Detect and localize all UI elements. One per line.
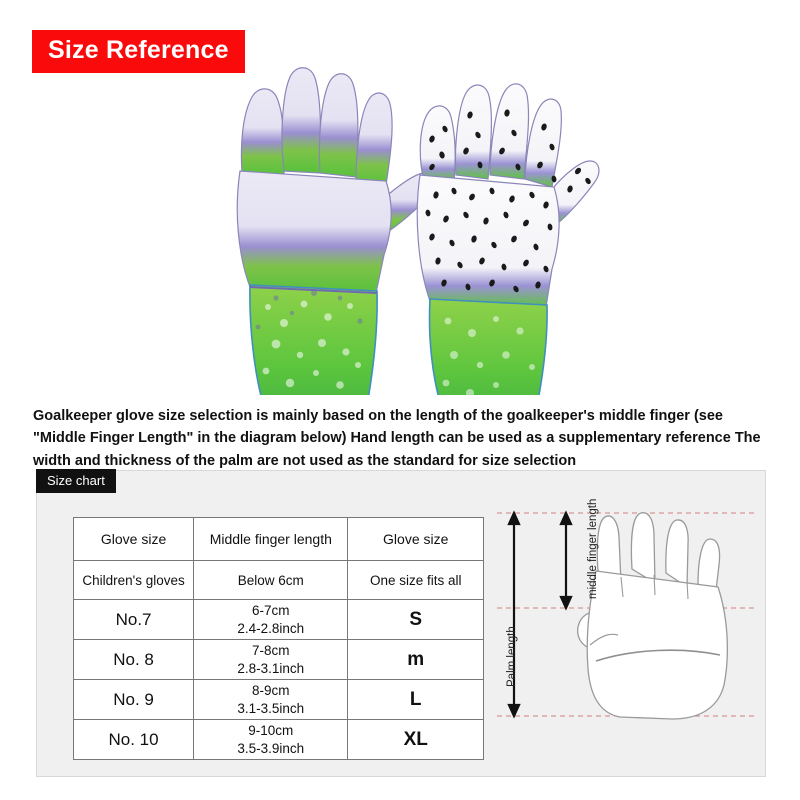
table-header-row bbox=[74, 518, 484, 561]
row-size: No. 10 bbox=[74, 720, 194, 760]
row-length-cm: 7-8cm bbox=[252, 642, 290, 658]
table-row bbox=[74, 720, 484, 760]
row-length bbox=[194, 720, 348, 760]
row-letter: m bbox=[348, 640, 484, 680]
right-glove bbox=[417, 84, 599, 395]
page-title: Size Reference bbox=[32, 30, 245, 73]
header-glove-size-left: Glove size bbox=[74, 518, 194, 561]
table-row bbox=[74, 680, 484, 720]
left-glove bbox=[237, 68, 434, 395]
palm-length-label: Palm length bbox=[506, 626, 518, 687]
row-length-cm: 9-10cm bbox=[248, 722, 294, 738]
subheader-one-size: One size fits all bbox=[348, 561, 484, 600]
size-chart-tab: Size chart bbox=[36, 469, 116, 493]
row-length-inch: 2.8-3.1inch bbox=[237, 660, 305, 676]
table-subheader-row bbox=[74, 561, 484, 600]
row-length bbox=[194, 640, 348, 680]
size-chart-panel bbox=[36, 470, 766, 777]
header-glove-size-right: Glove size bbox=[348, 518, 484, 561]
row-length bbox=[194, 600, 348, 640]
row-length-cm: 8-9cm bbox=[252, 682, 290, 698]
subheader-below-6cm: Below 6cm bbox=[194, 561, 348, 600]
table-row bbox=[74, 600, 484, 640]
row-length-cm: 6-7cm bbox=[252, 602, 290, 618]
gloves-image bbox=[180, 55, 600, 395]
row-length-inch: 3.5-3.9inch bbox=[237, 740, 305, 756]
table-row bbox=[74, 640, 484, 680]
middle-finger-length-label: middle finger length bbox=[587, 498, 599, 599]
subheader-childrens-gloves: Children's gloves bbox=[74, 561, 194, 600]
row-length bbox=[194, 680, 348, 720]
row-letter: S bbox=[348, 600, 484, 640]
row-size: No. 8 bbox=[74, 640, 194, 680]
header-middle-finger-length: Middle finger length bbox=[194, 518, 348, 561]
glove-illustration bbox=[180, 55, 600, 395]
hand-outline-svg bbox=[492, 507, 757, 747]
row-size: No.7 bbox=[74, 600, 194, 640]
row-letter: L bbox=[348, 680, 484, 720]
row-letter: XL bbox=[348, 720, 484, 760]
row-length-inch: 3.1-3.5inch bbox=[237, 700, 305, 716]
hand-measurement-diagram bbox=[492, 498, 757, 747]
intro-paragraph: Goalkeeper glove size selection is mainly based on the length of the goalkeeper's middle finger (see "Middle Finger Length" in the diagram below) Hand length can be used as a supplementary reference The width and thickness of the palm are not used as the standard for size selection bbox=[33, 408, 761, 469]
row-size: No. 9 bbox=[74, 680, 194, 720]
row-length-inch: 2.4-2.8inch bbox=[237, 620, 305, 636]
size-table bbox=[73, 517, 484, 760]
